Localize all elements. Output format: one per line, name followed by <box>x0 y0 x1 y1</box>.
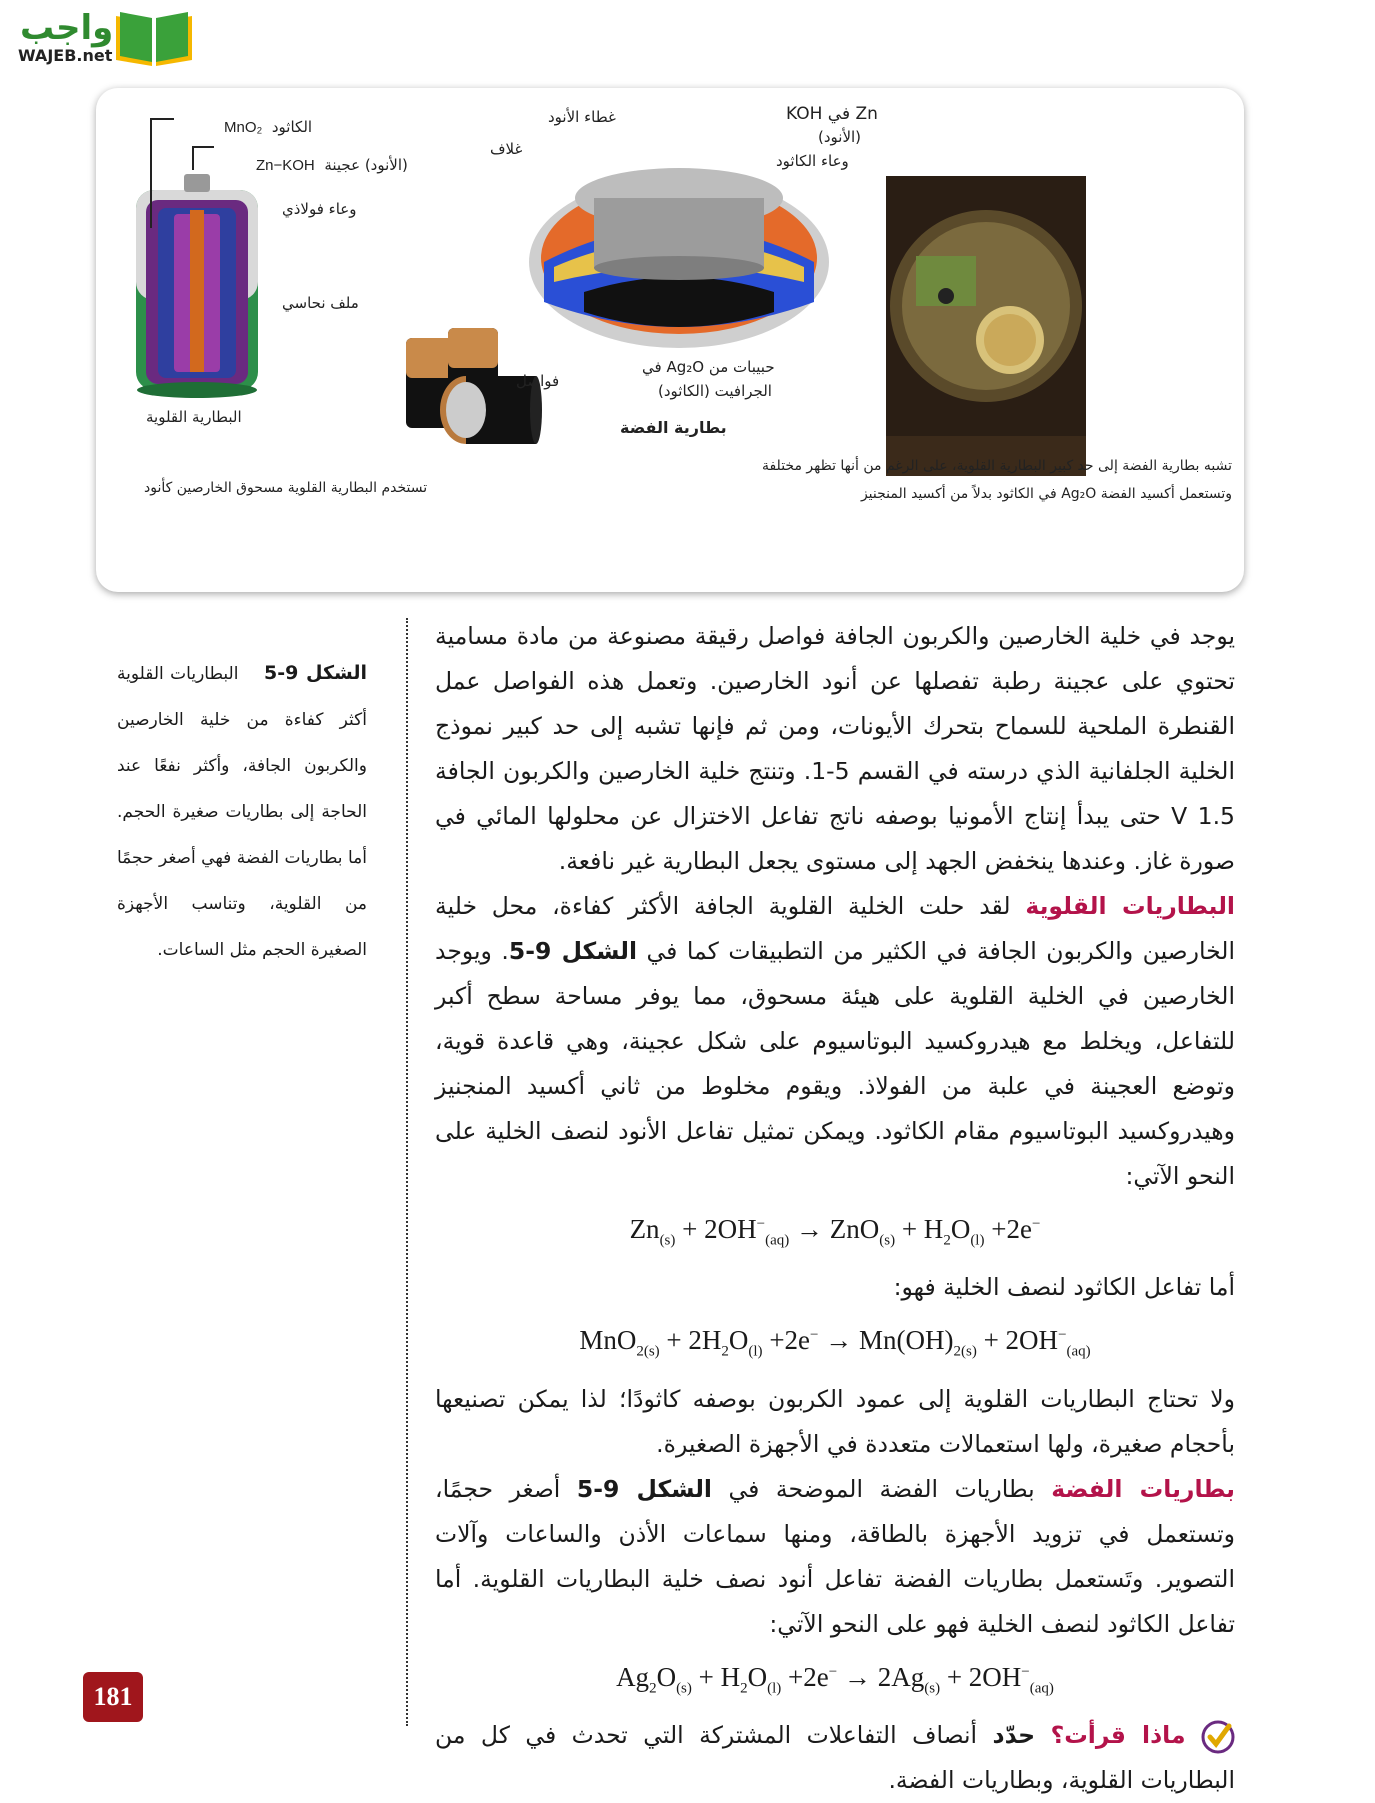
equation-cathode-alkaline: $MnO_{2(s)} + 2H_2O_{(l)} +2e^- \to Mn(OH)_{2(s)} + 2OH^-_{(aq)}$ <box>579 1325 1091 1360</box>
equation-anode: $Zn_{(s)} + 2OH^-_{(aq)} \to ZnO_{(s)} + H_2O_{(l)} +2e^-$ <box>629 1214 1041 1249</box>
watch-photo <box>886 176 1086 476</box>
figure-reference-2[interactable]: الشكل 9-5 <box>576 1474 712 1503</box>
label-anode-cover: غطاء الأنود <box>548 108 616 126</box>
logo-arabic-text: واجب <box>20 8 114 48</box>
figure-reference[interactable]: الشكل 9-5 <box>508 937 638 965</box>
paragraph-dry-cell: يوجد في خلية الخارصين والكربون الجافة فواصل رقيقة مصنوعة من مادة مسامية تحتوي على عجينة رطبة تفصلها عن أنود الخارصين. وتعمل هذه الفواصل عمل القنطرة الملحية للسماح بتحرك الأيونات، ومن ثم فإنها تشبه إلى حد كبير نموذج الخلية الجلفانية الذي درسته في القسم 5-1. وتنتج خلية الخارصين والكربون الجافة 1.5 V حتى يبدأ إنتاج الأمونيا بوصفه ناتج تفاعل الاختزال عن محلولها المائي في صورة غاز. وعندها ينخفض الجهد إلى مستوى يجعل البطارية غير نافعة. <box>435 622 1235 875</box>
label-zn-in-koh: Zn في KOH <box>786 104 878 124</box>
page-number-badge: 181 <box>83 1672 143 1722</box>
paragraph-no-carbon-rod: ولا تحتاج البطاريات القلوية إلى عمود الكربون بوصفه كاثودًا؛ لذا يمكن تصنيعها بأحجام صغيرة، ولها استعمالات متعددة في الأجهزة الصغيرة. <box>435 1384 1235 1458</box>
figure-side-caption <box>117 650 367 973</box>
label-alkaline-anode: (الأنود) عجينة Zn−KOH <box>256 156 408 174</box>
caption-silver-line2: وتستعمل أكسيد الفضة Ag₂O في الكاثود بدلاً من أكسيد المنجنيز <box>860 486 1232 502</box>
label-cathode-container: وعاء الكاثود <box>776 152 849 170</box>
reading-check-heading: ماذا قرأت؟ <box>1050 1721 1186 1750</box>
label-graphite-cathode: الجرافيت (الكاثود) <box>658 382 772 400</box>
label-casing: غلاف <box>490 140 523 158</box>
paragraph-silver: بطاريات الفضة بطاريات الفضة الموضحة في الشكل 9-5 أصغر حجمًا، وتستعمل في تزويد الأجهزة بالطاقة، ومنها سماعات الأذن والساعات وآلات التصوير. وتَستعمل بطاريات الفضة تفاعل أنود نصف خلية البطاريات القلوية. أما تفاعل الكاثود لنصف الخلية فهو على النحو الآتي: <box>435 1474 1235 1638</box>
label-ag2o-granules: حبيبات من Ag₂O في <box>642 358 775 376</box>
paragraph-alkaline: البطاريات القلوية لقد حلت الخلية القلوية الجافة الأكثر كفاءة، محل خلية الخارصين والكربون الجافة في الكثير من التطبيقات كما في الشكل 9-5. ويوجد الخارصين في الخلية القلوية على هيئة مسحوق، مما يوفر مساحة سطح أكبر للتفاعل، ويخلط مع هيدروكسيد البوتاسيوم على شكل عجينة، وهي قاعدة قوية، وتوضع العجينة في علبة من الفولاذ. ويقوم مخلوط من ثاني أكسيد المنجنيز وهيدروكسيد البوتاسيوم مقام الكاثود. ويمكن تمثيل تفاعل الأنود لنصف الخلية على النحو الآتي: <box>435 892 1235 1190</box>
label-separators: فواصل <box>516 372 560 390</box>
heading-silver-batteries: بطاريات الفضة <box>1051 1474 1235 1503</box>
figure-card <box>96 88 1244 592</box>
equation-cathode-silver: $Ag_2O_{(s)} + H_2O_{(l)} +2e^- \to 2Ag_{(s)} + 2OH^-_{(aq)}$ <box>616 1661 1054 1697</box>
checkmark-icon <box>1201 1720 1235 1754</box>
label-copper-coil: ملف نحاسي <box>282 294 359 312</box>
open-book-icon <box>112 8 196 68</box>
label-anode-note: (الأنود) <box>818 128 862 146</box>
reading-check-verb: حدّد <box>992 1721 1036 1750</box>
main-text-column <box>435 614 1235 1803</box>
caption-silver-line1: تشبه بطارية الفضة إلى حد كبير البطارية القلوية، على الرغم من أنها تظهر مختلفة <box>761 458 1232 474</box>
caption-alkaline: تستخدم البطارية القلوية مسحوق الخارصين كأنود <box>144 480 428 496</box>
silver-battery-diagram <box>524 152 834 352</box>
side-caption-title: الشكل 9-5 <box>264 662 367 684</box>
column-divider <box>406 618 408 1726</box>
side-caption-subtitle: البطاريات القلوية <box>117 664 239 684</box>
reading-check: ماذا قرأت؟ حدّد أنصاف التفاعلات المشتركة التي تحدث في كل من البطاريات القلوية، وبطاريات الفضة. <box>435 1721 1235 1795</box>
paragraph-cathode-intro: أما تفاعل الكاثود لنصف الخلية فهو: <box>893 1273 1235 1302</box>
label-alkaline-title: البطارية القلوية <box>146 408 242 426</box>
label-alkaline-cathode: الكاثود MnO₂ <box>224 118 313 136</box>
wajeb-logo[interactable] <box>8 4 188 70</box>
label-silver-title: بطارية الفضة <box>620 418 727 437</box>
logo-latin-text: WAJEB.net <box>18 46 113 65</box>
side-caption-body: أكثر كفاءة من خلية الخارصين والكربون الجافة، وأكثر نفعًا عند الحاجة إلى بطاريات صغيرة الحجم. أما بطاريات الفضة فهي أصغر حجمًا من القلوية، وتناسب الأجهزة الصغيرة الحجم مثل الساعات. <box>117 710 367 960</box>
heading-alkaline-batteries: البطاريات القلوية <box>1025 892 1235 920</box>
label-steel-can: وعاء فولاذي <box>282 200 357 218</box>
